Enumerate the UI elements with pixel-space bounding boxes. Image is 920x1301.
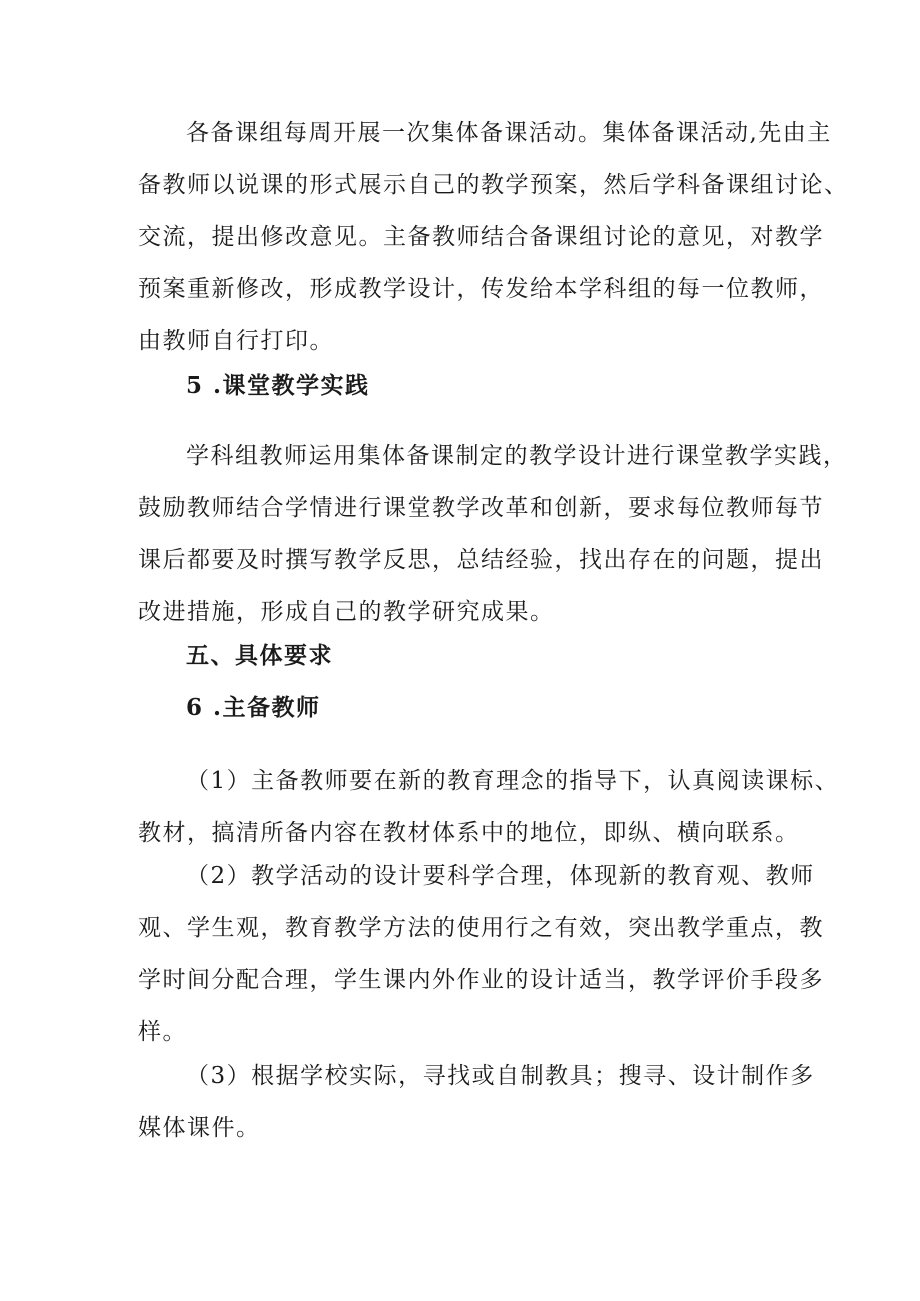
text-line: 预案重新修改，形成教学设计，传发给本学科组的每一位教师， [138,276,824,302]
paragraph-collective-lesson-prep [138,107,849,367]
text-line: 观、学生观，教育教学方法的使用行之有效，突出教学重点，教 [138,915,824,941]
paragraph-classroom-practice [138,430,848,638]
text-line: 样。 [138,1019,187,1045]
text-line: 各备课组每周开展一次集体备课活动。集体备课活动,先由主 [186,120,832,146]
text-line: （2）教学活动的设计要科学合理，体现新的教育观、教师 [186,863,815,889]
text-line: 由教师自行打印。 [138,328,334,354]
text-line: 课后都要及时撰写教学反思，总结经验，找出存在的问题，提出 [138,547,824,573]
item-3 [138,1050,815,1154]
text-line: 教材，搞清所备内容在教材体系中的地位，即纵、横向联系。 [138,820,800,846]
text-line: 鼓励教师结合学情进行课堂教学改革和创新，要求每位教师每节 [138,495,824,521]
text-line: 学科组教师运用集体备课制定的教学设计进行课堂教学实践， [186,443,848,469]
text-line: 学时间分配合理，学生课内外作业的设计适当，教学评价手段多 [138,967,824,993]
text-line: 媒体课件。 [138,1115,261,1141]
text-line: （3）根据学校实际，寻找或自制教具；搜寻、设计制作多 [186,1063,815,1089]
section-title-requirements: 五、具体要求 [186,642,333,669]
text-line: 改进措施，形成自己的教学研究成果。 [138,599,555,625]
text-line: 交流，提出修改意见。主备教师结合备课组讨论的意见，对教学 [138,224,824,250]
heading-classroom-practice: 5 .课堂教学实践 [186,372,370,399]
heading-lead-teacher: 6 .主备教师 [186,694,321,721]
item-2 [138,850,824,1058]
text-line: （1）主备教师要在新的教育理念的指导下，认真阅读课标、 [186,768,840,794]
item-1 [138,755,840,859]
text-line: 备教师以说课的形式展示自己的教学预案，然后学科备课组讨论、 [138,172,849,198]
